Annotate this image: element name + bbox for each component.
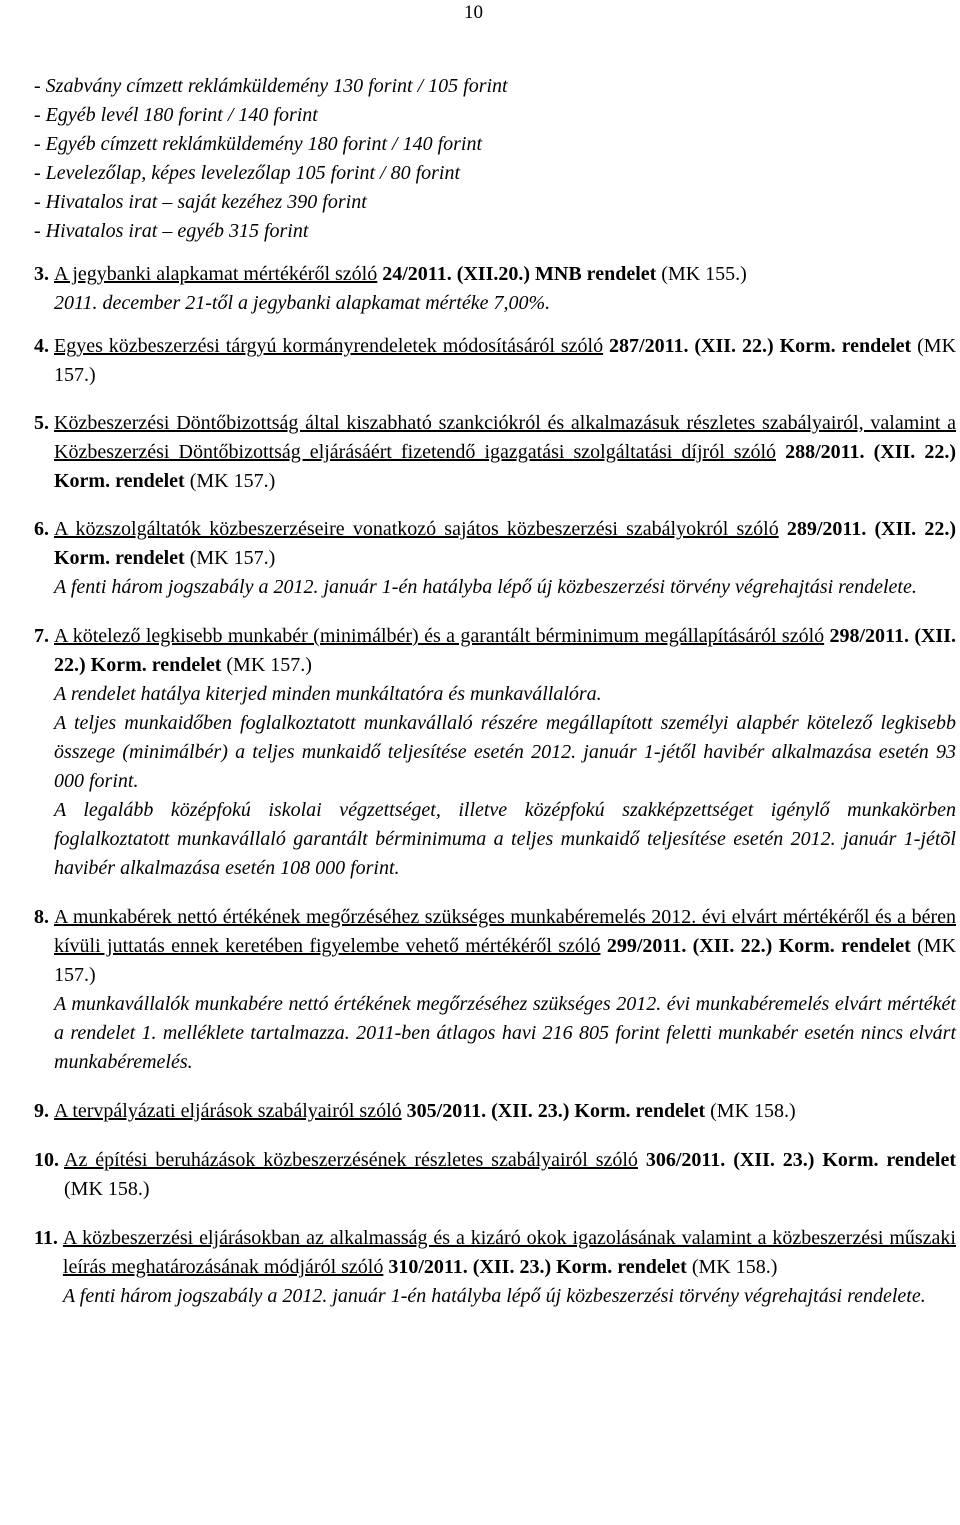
regulation-item-5: [34, 409, 956, 496]
document-body: [34, 72, 956, 1311]
regulation-title: A kötelező legkisebb munkabér (minimálbér) és a garantált bérminimum megállapításáról szóló: [54, 625, 825, 647]
regulation-reference: 287/2011. (XII. 22.) Korm. rendelet: [609, 335, 912, 357]
item-number: 7.: [34, 625, 54, 647]
price-list-item: - Szabvány címzett reklámküldemény 130 forint / 105 forint: [34, 75, 508, 97]
item-number: 10.: [34, 1149, 64, 1171]
page-number: 10: [464, 2, 483, 23]
price-list-item: - Egyéb levél 180 forint / 140 forint: [34, 104, 318, 126]
gazette-reference: (MK 158.): [691, 1256, 778, 1278]
gazette-reference: (MK 158.): [710, 1100, 796, 1122]
regulation-title: Közbeszerzési Döntőbizottság által kiszabható szankciókról és alkalmazásuk részletes szabályairól, valamint a Közbeszerzési Döntőbizottság eljárásáért fizetendő igazgatási szolgáltatási díjról szóló: [54, 412, 956, 463]
item-number: 8.: [34, 906, 54, 928]
regulation-note: A teljes munkaidőben foglalkoztatott munkavállaló részére megállapított személyi alapbér kötelező legkisebb összege (minimálbér) a teljes munkaidő teljesítése esetén 2012. január 1-jétől havibér alkalmazása esetén 93 000 forint.: [54, 712, 956, 792]
price-list-item: - Egyéb címzett reklámküldemény 180 forint / 140 forint: [34, 133, 483, 155]
regulation-note: 2011. december 21-től a jegybanki alapkamat mértéke 7,00%.: [54, 292, 551, 314]
regulation-note: A rendelet hatálya kiterjed minden munkáltatóra és munkavállalóra.: [54, 683, 602, 705]
regulation-title: A közszolgáltatók közbeszerzéseire vonatkozó sajátos közbeszerzési szabályokról szóló: [54, 518, 779, 540]
regulation-item-9: [34, 1097, 956, 1126]
gazette-reference: (MK 155.): [661, 263, 747, 285]
regulation-item-3: [34, 260, 956, 318]
regulation-item-10: [34, 1146, 956, 1204]
price-list-item: - Levelezőlap, képes levelezőlap 105 forint / 80 forint: [34, 162, 461, 184]
regulation-title: A közbeszerzési eljárásokban az alkalmasság és a kizáró okok igazolásának valamint a közbeszerzési műszaki leírás meghatározásának módjáról szóló: [62, 1227, 956, 1278]
regulation-reference: 288/2011. (XII. 22.) Korm. rendelet: [54, 441, 956, 492]
regulation-note: A munkavállalók munkabére nettó értékének megőrzéséhez szükséges 2012. évi munkabéremelés elvárt mértékét a rendelet 1. melléklete tartalmazza. 2011-ben átlagos havi 216 805 forint feletti munkabér esetén nincs elvárt munkabéremelés.: [54, 993, 956, 1073]
regulation-item-6: [34, 515, 956, 602]
regulation-item-11: [34, 1224, 956, 1311]
regulation-item-8: [34, 903, 956, 1077]
regulation-note: A fenti három jogszabály a 2012. január 1-én hatályba lépő új közbeszerzési törvény végrehajtási rendelete.: [54, 576, 917, 598]
item-number: 3.: [34, 263, 54, 285]
price-list-item: - Hivatalos irat – egyéb 315 forint: [34, 220, 309, 242]
regulation-item-4: [34, 332, 956, 390]
regulation-reference: 289/2011. (XII. 22.) Korm. rendelet: [54, 518, 956, 569]
regulation-title: A munkabérek nettó értékének megőrzéséhez szükséges munkabéremelés 2012. évi elvárt mértékéről és a béren kívüli juttatás ennek keretében figyelembe vehető mértékéről szóló: [54, 906, 956, 957]
gazette-reference: (MK 158.): [64, 1178, 150, 1200]
regulation-title: Egyes közbeszerzési tárgyú kormányrendeletek módosításáról szóló: [54, 335, 604, 357]
regulation-reference: 310/2011. (XII. 23.) Korm. rendelet: [388, 1256, 687, 1278]
regulation-item-7: [34, 622, 956, 883]
item-number: 9.: [34, 1100, 54, 1122]
gazette-reference: (MK 157.): [189, 547, 276, 569]
postal-price-list: [34, 72, 956, 246]
regulation-title: A tervpályázati eljárások szabályairól szóló: [54, 1100, 402, 1122]
gazette-reference: (MK 157.): [226, 654, 312, 676]
gazette-reference: (MK 157.): [189, 470, 276, 492]
gazette-reference: (MK 157.): [54, 335, 957, 386]
regulation-reference: 306/2011. (XII. 23.) Korm. rendelet: [645, 1149, 957, 1171]
regulation-reference: 299/2011. (XII. 22.) Korm. rendelet: [606, 935, 911, 957]
item-number: 11.: [34, 1227, 63, 1249]
regulation-note: A legalább középfokú iskolai végzettséget, illetve középfokú szakképzettséget igénylő munkakörben foglalkoztatott munkavállaló garantált bérminimuma a teljes munkaidő teljesítése esetén 2012. január 1-jétõl havibér alkalmazása esetén 108 000 forint.: [54, 799, 956, 879]
regulation-title: A jegybanki alapkamat mértékéről szóló: [54, 263, 378, 285]
regulation-reference: 305/2011. (XII. 23.) Korm. rendelet: [406, 1100, 706, 1122]
price-list-item: - Hivatalos irat – saját kezéhez 390 forint: [34, 191, 367, 213]
regulation-reference: 298/2011. (XII. 22.) Korm. rendelet: [54, 625, 956, 676]
regulation-title: Az építési beruházások közbeszerzésének részletes szabályairól szóló: [64, 1149, 638, 1171]
item-number: 5.: [34, 412, 54, 434]
gazette-reference: (MK 157.): [54, 935, 957, 986]
item-number: 6.: [34, 518, 54, 540]
item-number: 4.: [34, 335, 54, 357]
regulation-note: A fenti három jogszabály a 2012. január 1-én hatályba lépő új közbeszerzési törvény végrehajtási rendelete.: [62, 1285, 926, 1307]
regulation-reference: 24/2011. (XII.20.) MNB rendelet: [382, 263, 657, 285]
